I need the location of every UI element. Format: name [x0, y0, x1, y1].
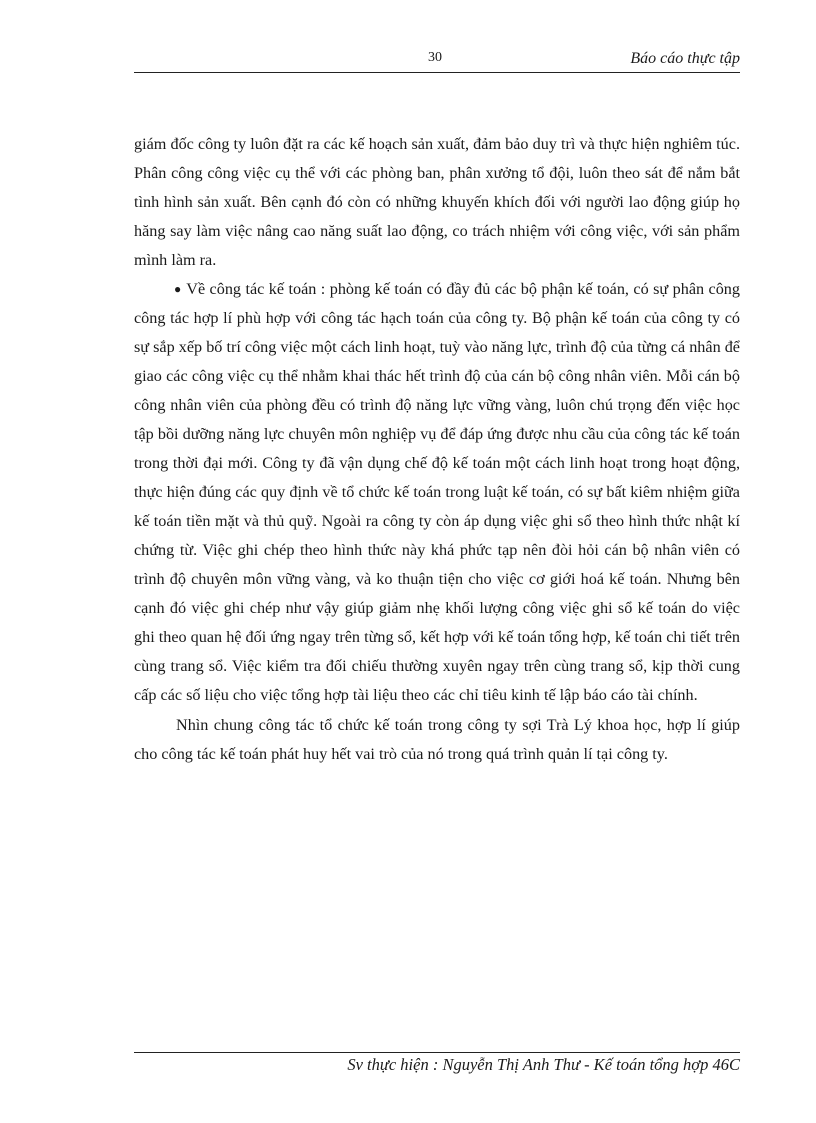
footer-divider: [134, 1052, 740, 1053]
header-title: Báo cáo thực tập: [630, 50, 740, 67]
page-footer: Sv thực hiện : Nguyễn Thị Anh Thư - Kế toán tổng hợp 46C: [347, 1055, 740, 1074]
header-divider: [134, 72, 740, 73]
page-number: 30: [428, 50, 442, 65]
conclusion-paragraph: Nhìn chung công tác tổ chức kế toán trong công ty sợi Trà Lý khoa học, hợp lí giúp cho công tác kế toán phát huy hết vai trò của nó trong quá trình quản lí tại công ty.: [134, 716, 740, 763]
bullet-icon: ●: [174, 282, 182, 296]
bullet-paragraph: [134, 275, 740, 710]
paragraph-continued: giám đốc công ty luôn đặt ra các kế hoạch sản xuất, đảm bảo duy trì và thực hiện nghiêm túc. Phân công công việc cụ thể với các phòng ban, phân xưởng tổ đội, luôn theo sát để nắm bắt tình hình sản xuất. Bên cạnh đó còn có những khuyến khích đối với người lao động giúp họ hăng say làm việc nâng cao năng suất lao động, co trách nhiệm với công việc, với sản phẩm mình làm ra.: [134, 135, 740, 269]
document-body: [134, 130, 740, 769]
bullet-paragraph-text: Về công tác kế toán : phòng kế toán có đầy đủ các bộ phận kế toán, có sự phân công công tác hợp lí phù hợp với công tác hạch toán của công ty. Bộ phận kế toán của công ty có sự sắp xếp bố trí công việc một cách linh hoạt, tuỳ vào năng lực, trình độ của từng cá nhân để giao các công việc cụ thể nhằm khai thác hết trình độ của cán bộ công nhân viên. Mỗi cán bộ công nhân viên của phòng đều có trình độ năng lực vững vàng, luôn chú trọng đến việc học tập bồi dưỡng năng lực chuyên môn nghiệp vụ để đáp ứng được nhu cầu của công tác kế toán trong thời đại mới. Công ty đã vận dụng chế độ kế toán một cách linh hoạt trong hoạt động, thực hiện đúng các quy định về tổ chức kế toán trong luật kế toán, có sự bất kiêm nhiệm giữa kế toán tiền mặt và thủ quỹ. Ngoài ra công ty còn áp dụng việc ghi sổ theo hình thức nhật kí chứng từ. Việc ghi chép theo hình thức này khá phức tạp nên đòi hỏi cán bộ nhân viên có trình độ chuyên môn vững vàng, và ko thuận tiện cho việc cơ giới hoá kế toán. Nhưng bên cạnh đó việc ghi chép như vậy giúp giảm nhẹ khối lượng công việc ghi sổ kế toán do việc ghi theo quan hệ đối ứng ngay trên từng sổ, kết hợp với kế toán tổng hợp, kế toán chi tiết trên cùng trang sổ. Việc kiểm tra đối chiếu thường xuyên ngay trên cùng trang sổ, kịp thời cung cấp các số liệu cho việc tổng hợp tài liệu theo các chỉ tiêu kinh tế lập báo cáo tài chính.: [134, 280, 740, 704]
page-header: [134, 46, 740, 72]
